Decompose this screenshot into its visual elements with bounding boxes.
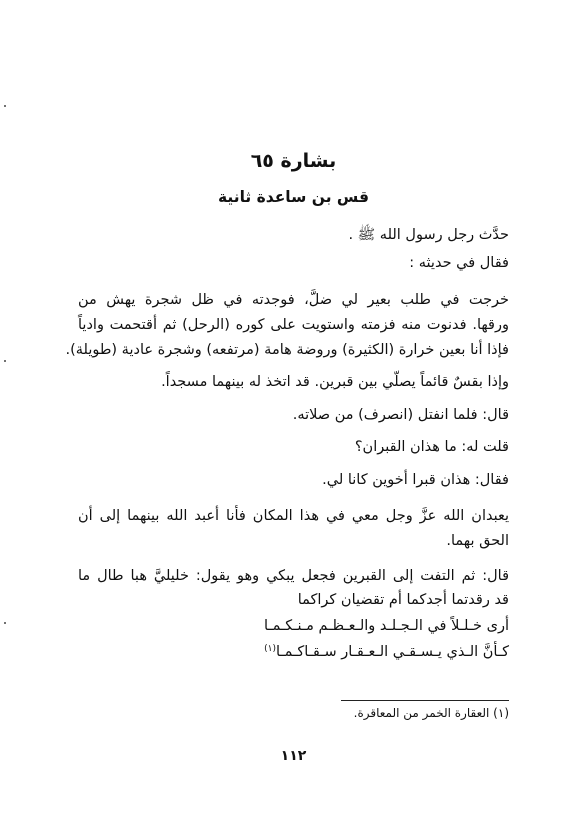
footnote: (١) العقارة الخمر من المعاقرة. xyxy=(353,706,509,720)
text-line: قد رقدتما أجدكما أم تقضيان كراكما xyxy=(297,592,509,608)
margin-mark xyxy=(4,360,6,362)
margin-mark xyxy=(4,105,6,107)
text-line: الحق بهما. xyxy=(446,533,509,549)
text-line: يعبدان الله عزَّ وجل معي في هذا المكان فأنا أعبد الله بينهما إلى أن xyxy=(78,508,509,524)
text-line: وإذا بقسٌ قائماً يصلّي بين قبرين. قد اتخذ له بينهما مسجداً. xyxy=(161,374,509,390)
text-line: قلت له: ما هذان القبران؟ xyxy=(354,439,509,455)
text-line: فقال في حديثه : xyxy=(409,255,509,271)
text-line: فإذا أنا بعين خرارة (الكثيرة) وروضة هامة (مرتفعه) وشجرة عادية (طويلة). xyxy=(65,342,509,358)
text-line: حدَّث رجل رسول الله ﷺ . xyxy=(348,227,509,243)
text-line: قال: ثم التفت إلى القبرين فجعل يبكي وهو يقول: خليليَّ هبا طال ما xyxy=(78,568,509,584)
page-title: بشارة ٦٥ xyxy=(250,150,337,172)
footnote-divider xyxy=(341,700,509,701)
footnote-marker: (١) xyxy=(264,644,277,654)
text-line: فقال: هذان قبرا أخوين كانا لي. xyxy=(322,472,509,488)
verse-line xyxy=(264,642,509,662)
page-number: ١١٢ xyxy=(280,748,307,764)
margin-mark xyxy=(4,622,6,624)
text-line: ورقها. فدنوت منه فزمته واستويت على كوره (الرحل) ثم أقتحمت وادياً xyxy=(78,317,509,333)
verse-text: كـأنَّ الـذي يـسـقـي الـعـقـار سـقـاكـمـا xyxy=(276,644,509,660)
text-line: قال: فلما انفتل (انصرف) من صلاته. xyxy=(292,407,509,423)
verse-line: أرى خـلـلاً في الـجـلـد والـعـظـم مـنـكـمـا xyxy=(264,618,509,634)
page-subtitle: قس بن ساعدة ثانية xyxy=(218,188,369,206)
text-line: خرجت في طلب بعير لي ضلَّ، فوجدته في ظل شجرة يهش من xyxy=(78,292,509,308)
